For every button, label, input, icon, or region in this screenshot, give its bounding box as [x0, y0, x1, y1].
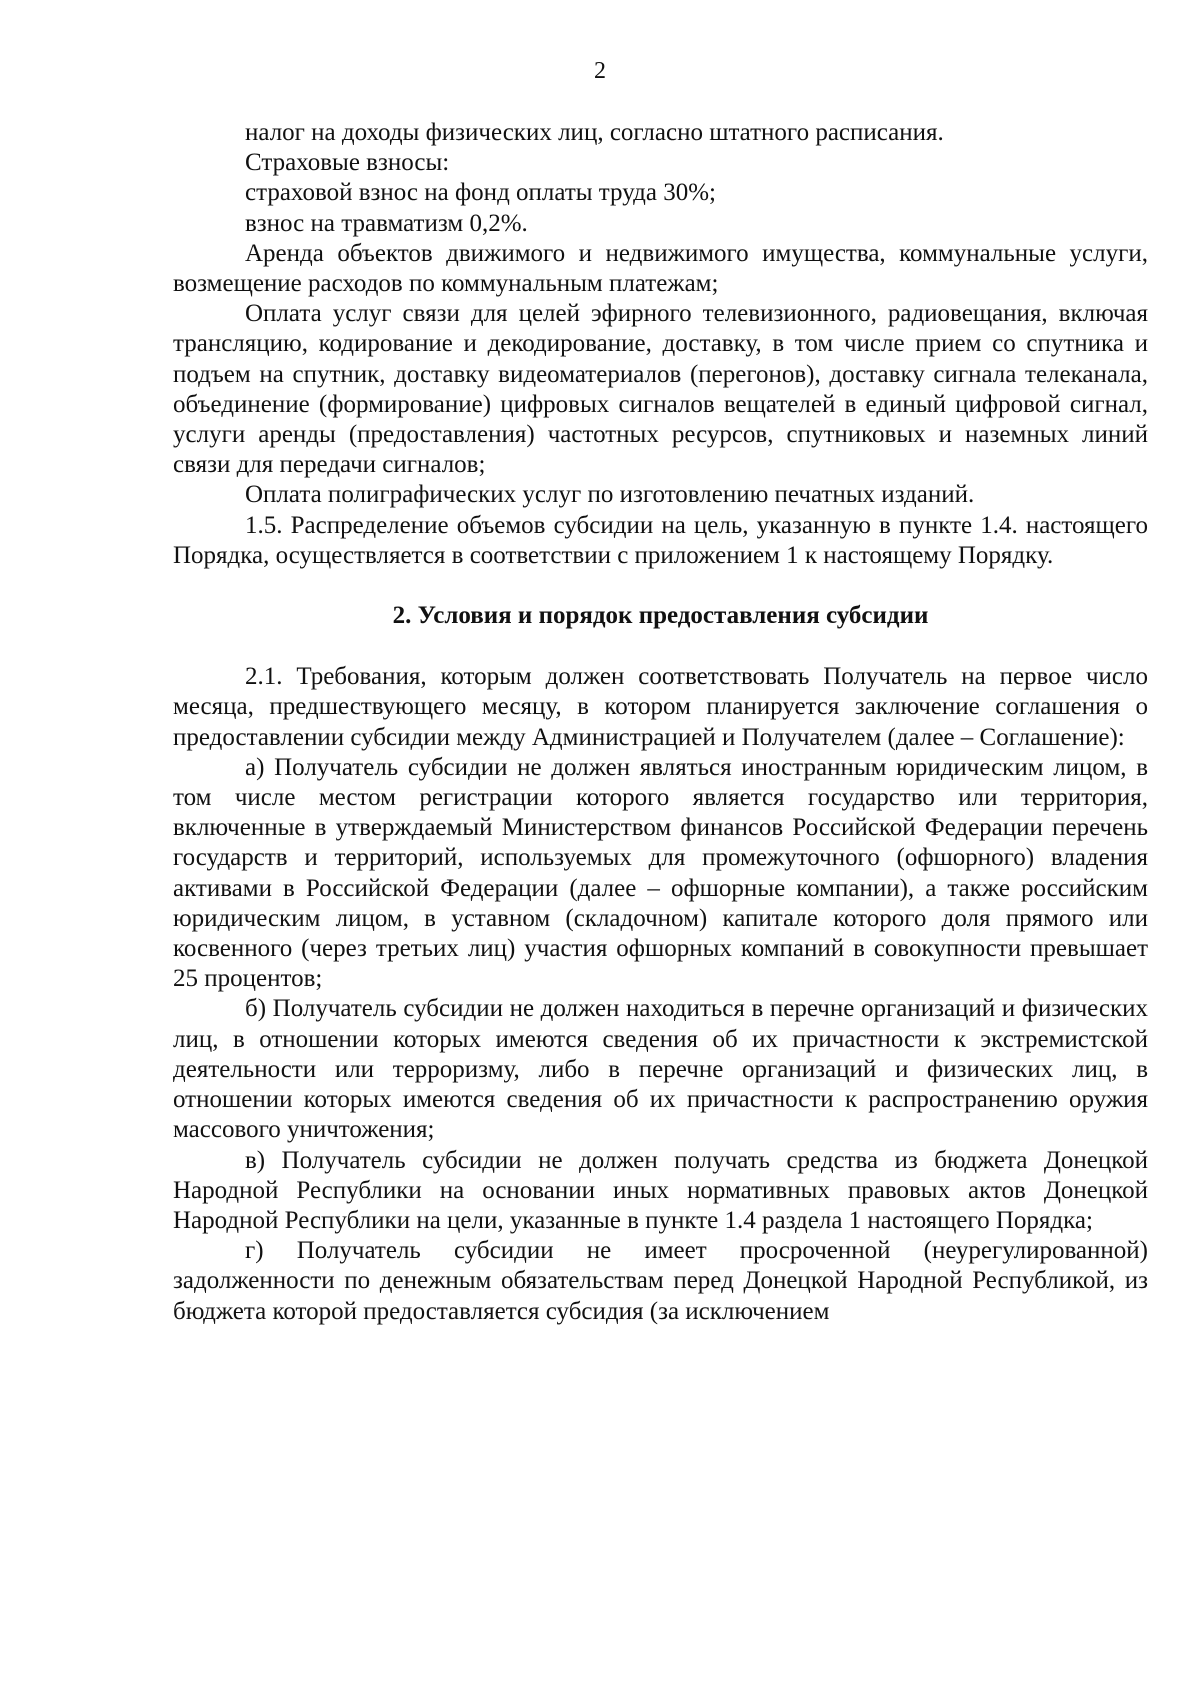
paragraph-item-g: г) Получатель субсидии не имеет просроченной (неурегулированной) задолженности по денежным обязательствам перед Донецкой Народной Республикой, из бюджета которой предоставляется субсидия (за исключением [173, 1237, 1148, 1325]
paragraph-insurance-contributions: Страховые взносы: [245, 149, 450, 177]
paragraph-2-1: 2.1. Требования, которым должен соответствовать Получатель на первое число месяца, предшествующего месяцу, в котором планируется заключение соглашения о предоставлении субсидии между Администрацией и Получателем (далее – Соглашение): [173, 663, 1148, 751]
paragraph-payroll-contribution: страховой взнос на фонд оплаты труда 30%; [245, 179, 716, 207]
paragraph-income-tax: налог на доходы физических лиц, согласно штатного расписания. [245, 119, 944, 146]
page-number: 2 [594, 58, 606, 84]
paragraph-rent-utilities: Аренда объектов движимого и недвижимого имущества, коммунальные услуги, возмещение расходов по коммунальным платежам; [173, 239, 1148, 298]
section-heading: 2. Условия и порядок предоставления субсидии [392, 602, 929, 630]
paragraph-item-b: б) Получатель субсидии не должен находиться в перечне организаций и физических лиц, в отношении которых имеются сведения об их причастности к экстремистской деятельности или терроризму, либо в перечне организаций и физических лиц, в отношении которых имеются сведения об их причастности к распространению оружия массового уничтожения; [173, 995, 1148, 1144]
paragraph-1-5: 1.5. Распределение объемов субсидии на цель, указанную в пункте 1.4. настоящего Порядка, осуществляется в соответствии с приложением 1 к настоящему Порядку. [173, 511, 1148, 569]
paragraph-printing-services: Оплата полиграфических услуг по изготовлению печатных изданий. [245, 481, 975, 509]
document-body [173, 118, 1148, 1327]
paragraph-communication-services: Оплата услуг связи для целей эфирного телевизионного, радиовещания, включая трансляцию, кодирование и декодирование, доставку, в том числе прием со спутника и подъем на спутник, доставку видеоматериалов (перегонов), доставку сигнала телеканала, объединение (формирование) цифровых сигналов вещателей в единый цифровой сигнал, услуги аренды (предоставления) частотных ресурсов, спутниковых и наземных линий связи для передачи сигналов; [173, 300, 1148, 479]
paragraph-item-v: в) Получатель субсидии не должен получать средства из бюджета Донецкой Народной Республики на основании иных нормативных правовых актов Донецкой Народной Республики на цели, указанные в пункте 1.4 раздела 1 настоящего Порядка; [173, 1146, 1148, 1234]
paragraph-injury-contribution: взнос на травматизм 0,2%. [245, 209, 528, 237]
paragraph-item-a: а) Получатель субсидии не должен являться иностранным юридическим лицом, в том числе местом регистрации которого является государство или территория, включенные в утверждаемый Министерством финансов Российской Федерации перечень государств и территорий, используемых для промежуточного (офшорного) владения активами в Российской Федерации (далее – офшорные компании), а также российским юридическим лицом, в уставном (складочном) капитале которого доля прямого или косвенного (через третьих лиц) участия офшорных компаний в совокупности превышает 25 процентов; [173, 753, 1148, 993]
